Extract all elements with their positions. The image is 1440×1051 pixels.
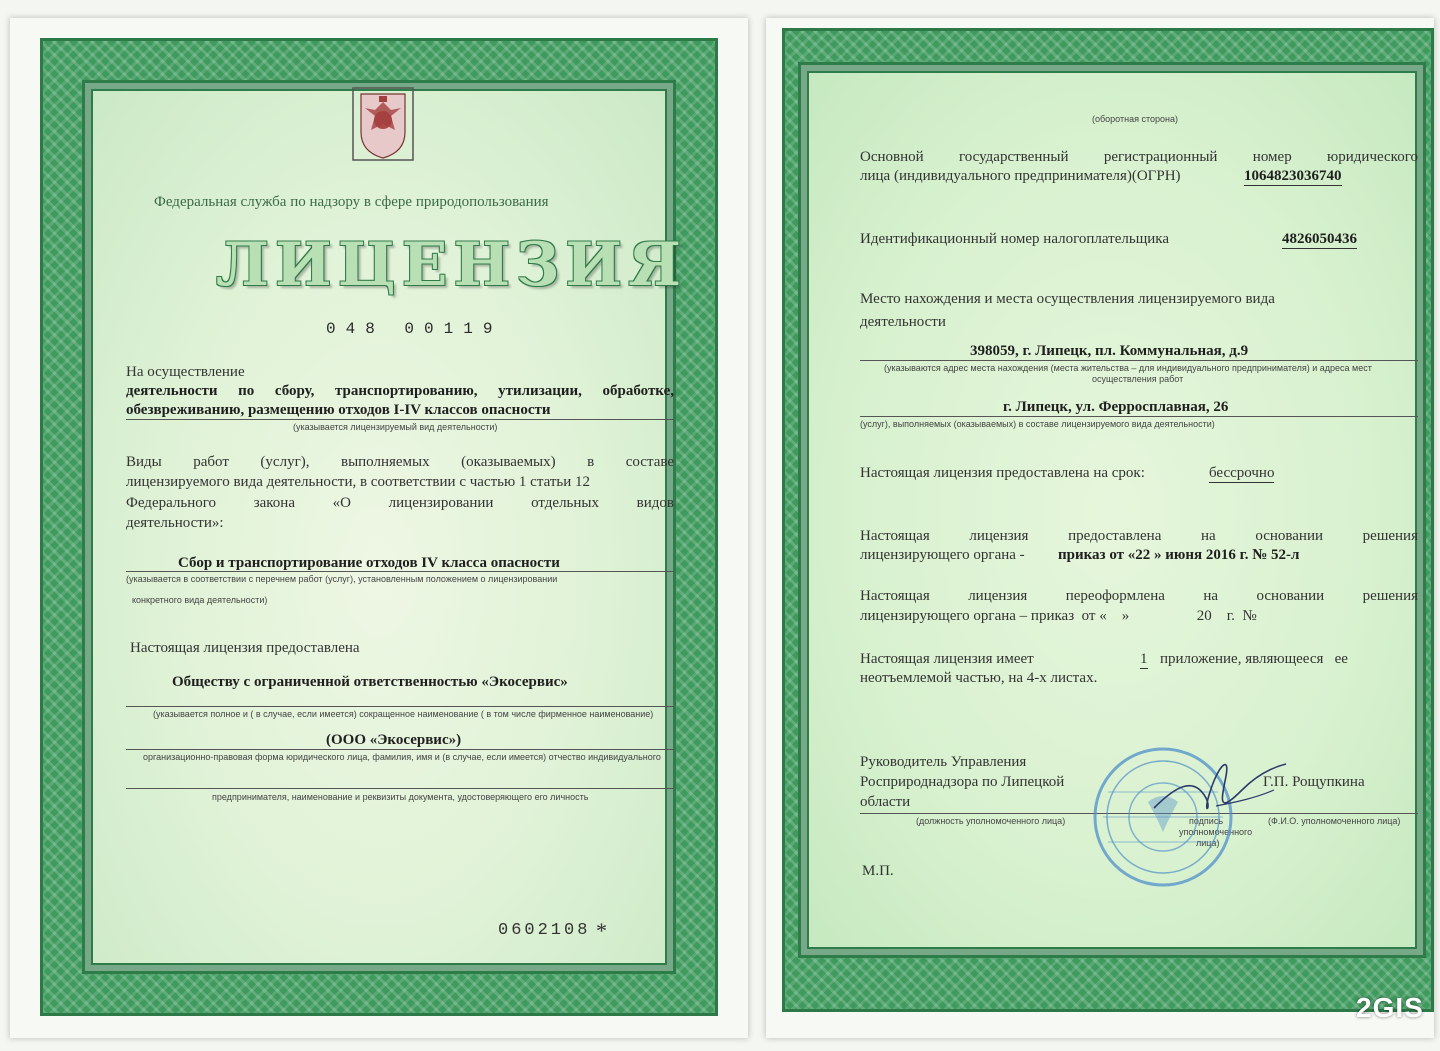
appendix-text-b: приложение, являющееся ее [1160, 651, 1348, 667]
reverse-side-label: (оборотная сторона) [1092, 114, 1178, 124]
underline [860, 416, 1418, 417]
head-name: Г.П. Рощупкина [1263, 774, 1365, 790]
caption-signature-1: подпись [1189, 816, 1224, 826]
company-short-name: (ООО «Экосервис») [326, 732, 462, 748]
underline [126, 419, 674, 420]
activity-caption: (указывается лицензируемый вид деятельности) [293, 422, 498, 432]
head-title-3: области [860, 794, 911, 810]
underline [126, 788, 674, 789]
agency-name: Федеральная служба по надзору в сфере природопользования [154, 194, 549, 210]
license-front-page [10, 18, 748, 1038]
license-number: 048 00119 [326, 320, 503, 338]
activity-line-1: деятельности по сбору, транспортированию, утилизации, обработке, [126, 383, 674, 399]
term-value: бессрочно [1209, 465, 1275, 481]
basis-order: приказ от «22 » июня 2016 г. № 52-л [1058, 547, 1300, 563]
reissue-line-1: Настоящая лицензия переоформлена на основании решения [860, 588, 1418, 604]
basis-line-2-label: лицензирующего органа - [860, 547, 1025, 563]
activity-intro: На осуществление [126, 364, 245, 380]
caption-position: (должность уполномоченного лица) [916, 816, 1066, 826]
works-line-3: Федерального закона «О лицензировании отдельных видов [126, 495, 674, 511]
underline [126, 706, 674, 707]
underline [126, 749, 674, 750]
location-line-2: деятельности [860, 314, 946, 330]
works-line-1: Виды работ (услуг), выполняемых (оказываемых) в составе [126, 454, 674, 470]
location-line-1: Место нахождения и места осуществления лицензируемого вида [860, 291, 1275, 307]
works-line-4: деятельности»: [126, 515, 224, 531]
address-caption-2: осуществления работ [1092, 374, 1184, 384]
appendix-count: 1 [1140, 651, 1148, 667]
document-title: ЛИЦЕНЗИЯ [216, 230, 688, 300]
basis-line-1: Настоящая лицензия предоставлена на основании решения [860, 528, 1418, 544]
granted-label: Настоящая лицензия предоставлена [130, 640, 360, 656]
term-label: Настоящая лицензия предоставлена на срок: [860, 465, 1145, 481]
inn-label: Идентификационный номер налогоплательщика [860, 231, 1170, 247]
caption-signature-2: уполномоченного [1179, 827, 1253, 837]
appendix-line-2: неотъемлемой частью, на 4-х листах. [860, 670, 1098, 686]
underline [126, 571, 674, 572]
seal-place-label: М.П. [862, 863, 894, 879]
appendix-text-a: Настоящая лицензия имеет [860, 651, 1034, 667]
license-back-page [766, 18, 1434, 1038]
ogrn-value: 1064823036740 [1244, 168, 1342, 184]
company-full-name: Обществу с ограниченной ответственностью «Экосервис» [172, 674, 568, 690]
address-caption-1: (указываются адрес места нахождения (места жительства – для индивидуального предпринимателя) и адреса мест [884, 363, 1372, 373]
works-line-2: лицензируемого вида деятельности, в соответствии с частью 1 статьи 12 [126, 474, 591, 490]
person-caption: предпринимателя, наименование и реквизиты документа, удостоверяющего его личность [212, 792, 589, 802]
blank-serial-number: 0602108 [498, 921, 591, 940]
address-caption-3: (услуг), выполняемых (оказываемых) в составе лицензируемого вида деятельности) [860, 419, 1215, 429]
ogrn-line-1: Основной государственный регистрационный номер юридического [860, 149, 1418, 165]
works-caption-1: (указывается в соответствии с перечнем работ (услуг), установленным положением о лицензировании [126, 574, 558, 584]
head-title-1: Руководитель Управления [860, 754, 1027, 770]
reissue-line-2: лицензирующего органа – приказ от « » 20 г. № [860, 608, 1257, 624]
inn-value: 4826050436 [1282, 231, 1357, 247]
caption-signature-3: лица) [1196, 838, 1220, 848]
underline [860, 360, 1418, 361]
handwritten-signature [1146, 746, 1296, 826]
caption-fio: (Ф.И.О. уполномоченного лица) [1268, 816, 1401, 826]
head-title-2: Росприроднадзора по Липецкой [860, 774, 1065, 790]
ogrn-line-2: лица (индивидуального предпринимателя)(ОГРН) [860, 168, 1181, 184]
company-full-caption: (указывается полное и ( в случае, если имеется) сокращенное наименование ( в том числе фирменное наименование) [153, 709, 654, 719]
address-2: г. Липецк, ул. Ферросплавная, 26 [1003, 399, 1229, 415]
coat-of-arms-icon [351, 86, 415, 162]
asterisk-mark: * [596, 918, 607, 943]
address-1: 398059, г. Липецк, пл. Коммунальная, д.9 [970, 343, 1249, 359]
works-value: Сбор и транспортирование отходов IV класса опасности [178, 555, 560, 571]
works-caption-2: конкретного вида деятельности) [132, 595, 268, 605]
activity-line-2: обезвреживанию, размещению отходов I-IV классов опасности [126, 402, 551, 418]
2gis-watermark: 2GIS [1356, 992, 1424, 1023]
company-short-caption: организационно-правовая форма юридического лица, фамилия, имя и (в случае, если имеется) отчество индивидуального [143, 752, 661, 762]
